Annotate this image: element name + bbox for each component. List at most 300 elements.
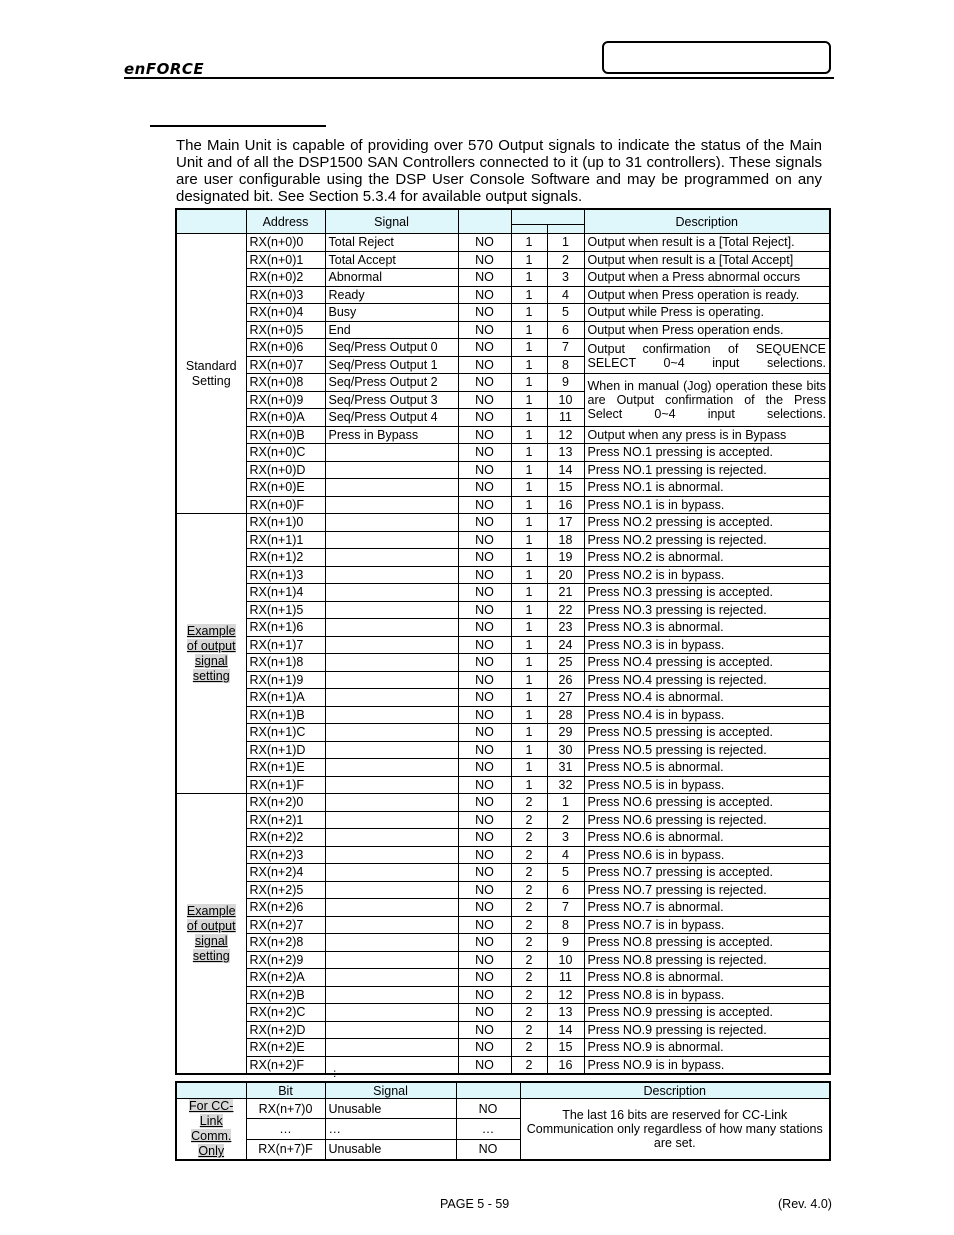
default-cell: NO (458, 1056, 511, 1074)
bit-cell: 20 (547, 566, 584, 584)
bit-cell: 1 (547, 794, 584, 812)
description-cell: Press NO.9 pressing is rejected. (584, 1021, 830, 1039)
description-cell: Output when Press operation is ready. (584, 286, 830, 304)
word-cell: 1 (511, 321, 547, 339)
word-cell: 2 (511, 1004, 547, 1022)
word-cell: 1 (511, 286, 547, 304)
address-cell: RX(n+2)3 (246, 846, 325, 864)
word-cell: 2 (511, 1021, 547, 1039)
default-cell: NO (458, 899, 511, 917)
group-label-text: Example of output signal setting (186, 623, 236, 683)
cc-header-default (456, 1082, 520, 1099)
bit-cell: 19 (547, 549, 584, 567)
description-cell: Press NO.5 is abnormal. (584, 759, 830, 777)
default-cell: NO (458, 846, 511, 864)
bit-cell: 32 (547, 776, 584, 794)
word-cell: 2 (511, 864, 547, 882)
address-cell: RX(n+0)0 (246, 234, 325, 252)
cc-header-description: Description (520, 1082, 830, 1099)
description-cell: Press NO.7 is abnormal. (584, 899, 830, 917)
description-cell: Press NO.6 is in bypass. (584, 846, 830, 864)
bit-cell: RX(n+7)F (246, 1139, 325, 1160)
table-row (176, 426, 830, 444)
table-row (176, 1099, 830, 1119)
bit-cell: 1 (547, 234, 584, 252)
bit-cell: 28 (547, 706, 584, 724)
bit-cell: 15 (547, 1039, 584, 1057)
address-cell: RX(n+2)1 (246, 811, 325, 829)
default-cell: NO (458, 374, 511, 392)
table-row (176, 951, 830, 969)
signal-cell (325, 444, 458, 462)
signal-cell (325, 881, 458, 899)
table-row (176, 846, 830, 864)
default-cell: NO (458, 636, 511, 654)
description-cell: Press NO.7 pressing is rejected. (584, 881, 830, 899)
signal-cell (325, 479, 458, 497)
word-cell: 1 (511, 776, 547, 794)
output-table-body (176, 234, 830, 1075)
header-title-box (602, 41, 831, 74)
word-cell: 1 (511, 759, 547, 777)
word-cell: 1 (511, 741, 547, 759)
bit-cell: 6 (547, 881, 584, 899)
table-row (176, 269, 830, 287)
address-cell: RX(n+1)7 (246, 636, 325, 654)
description-cell: Output when result is a [Total Reject]. (584, 234, 830, 252)
bit-cell: 16 (547, 496, 584, 514)
bit-cell: 13 (547, 1004, 584, 1022)
default-cell: NO (458, 286, 511, 304)
cc-description-cell: The last 16 bits are reserved for CC-Link Communication only regardless of how many stations are set. (520, 1099, 830, 1161)
description-cell: Press NO.5 pressing is accepted. (584, 724, 830, 742)
address-cell: RX(n+0)2 (246, 269, 325, 287)
revision: (Rev. 4.0) (778, 1197, 832, 1211)
signal-cell (325, 1039, 458, 1057)
table-row (176, 339, 830, 357)
default-cell: NO (458, 759, 511, 777)
word-cell: 1 (511, 724, 547, 742)
word-cell: 1 (511, 479, 547, 497)
default-cell: NO (458, 566, 511, 584)
signal-cell: Ready (325, 286, 458, 304)
table-row (176, 479, 830, 497)
default-cell: NO (458, 934, 511, 952)
signal-cell (325, 759, 458, 777)
table-row (176, 671, 830, 689)
bit-cell: 21 (547, 584, 584, 602)
bit-cell: 27 (547, 689, 584, 707)
description-cell: Press NO.3 pressing is accepted. (584, 584, 830, 602)
address-cell: RX(n+1)0 (246, 514, 325, 532)
description-cell: Press NO.3 pressing is rejected. (584, 601, 830, 619)
bit-cell: 9 (547, 934, 584, 952)
default-cell: NO (458, 531, 511, 549)
address-cell: RX(n+2)D (246, 1021, 325, 1039)
table-row (176, 514, 830, 532)
bit-cell: 29 (547, 724, 584, 742)
header-address: Address (246, 209, 325, 234)
address-cell: RX(n+0)C (246, 444, 325, 462)
table-row (176, 234, 830, 252)
word-cell: 2 (511, 986, 547, 1004)
default-cell: NO (458, 461, 511, 479)
bit-cell: 23 (547, 619, 584, 637)
header-bit (547, 225, 584, 234)
table-row (176, 654, 830, 672)
word-cell: 1 (511, 374, 547, 392)
description-cell: Press NO.9 is abnormal. (584, 1039, 830, 1057)
output-signals-table (175, 208, 831, 1075)
signal-cell: Unusable (325, 1139, 456, 1160)
word-cell: 1 (511, 234, 547, 252)
description-cell: Press NO.8 pressing is accepted. (584, 934, 830, 952)
table-row (176, 584, 830, 602)
table-row (176, 1004, 830, 1022)
table-row (176, 444, 830, 462)
description-cell: Press NO.1 is abnormal. (584, 479, 830, 497)
description-cell: Press NO.1 pressing is rejected. (584, 461, 830, 479)
word-cell: 1 (511, 304, 547, 322)
signal-cell (325, 601, 458, 619)
table-row (176, 636, 830, 654)
address-cell: RX(n+1)3 (246, 566, 325, 584)
description-cell: Output when result is a [Total Accept] (584, 251, 830, 269)
signal-cell: Total Accept (325, 251, 458, 269)
default-cell: NO (458, 654, 511, 672)
table-row (176, 986, 830, 1004)
signal-cell (325, 584, 458, 602)
description-cell: Press NO.2 is in bypass. (584, 566, 830, 584)
cc-link-table-header (176, 1082, 830, 1099)
address-cell: RX(n+0)E (246, 479, 325, 497)
header-rule (124, 77, 834, 79)
table-row (176, 496, 830, 514)
word-cell: 1 (511, 619, 547, 637)
word-cell: 1 (511, 426, 547, 444)
bit-cell: 24 (547, 636, 584, 654)
table-row (176, 286, 830, 304)
signal-cell (325, 514, 458, 532)
section-heading-underline (150, 125, 326, 127)
header-word-bit (511, 209, 584, 225)
bit-cell: 11 (547, 969, 584, 987)
default-cell: NO (456, 1139, 520, 1160)
default-cell: NO (458, 916, 511, 934)
signal-cell: Total Reject (325, 234, 458, 252)
signal-cell (325, 531, 458, 549)
description-cell: Press NO.2 pressing is rejected. (584, 531, 830, 549)
address-cell: RX(n+1)B (246, 706, 325, 724)
table-row (176, 689, 830, 707)
address-cell: RX(n+0)F (246, 496, 325, 514)
signal-cell: Seq/Press Output 3 (325, 391, 458, 409)
signal-cell (325, 916, 458, 934)
signal-cell: Unusable (325, 1099, 456, 1119)
bit-cell: 17 (547, 514, 584, 532)
word-cell: 2 (511, 794, 547, 812)
signal-cell (325, 899, 458, 917)
bit-cell: 7 (547, 339, 584, 357)
word-cell: 1 (511, 514, 547, 532)
address-cell: RX(n+1)1 (246, 531, 325, 549)
table-row (176, 304, 830, 322)
signal-cell: Abnormal (325, 269, 458, 287)
description-cell: Output confirmation of SEQUENCE SELECT 0~4 input selections. (584, 339, 830, 374)
cc-group-label (176, 1099, 246, 1161)
default-cell: NO (458, 251, 511, 269)
signal-cell (325, 619, 458, 637)
cc-link-table (175, 1081, 831, 1161)
default-cell: NO (458, 689, 511, 707)
description-cell: Output when Press operation ends. (584, 321, 830, 339)
table-row (176, 251, 830, 269)
address-cell: RX(n+2)0 (246, 794, 325, 812)
default-cell: NO (458, 304, 511, 322)
table-row (176, 881, 830, 899)
signal-cell (325, 1004, 458, 1022)
signal-cell (325, 549, 458, 567)
word-cell: 2 (511, 934, 547, 952)
signal-cell (325, 986, 458, 1004)
word-cell: 2 (511, 951, 547, 969)
signal-cell (325, 671, 458, 689)
signal-cell: Seq/Press Output 2 (325, 374, 458, 392)
description-cell: Output while Press is operating. (584, 304, 830, 322)
word-cell: 1 (511, 339, 547, 357)
header-word (511, 225, 547, 234)
bit-cell: 7 (547, 899, 584, 917)
description-cell: Press NO.9 is in bypass. (584, 1056, 830, 1074)
signal-cell (325, 461, 458, 479)
default-cell: NO (458, 1004, 511, 1022)
enforce-logo: enFORCE (124, 60, 205, 78)
default-cell: NO (458, 409, 511, 427)
description-cell: Press NO.2 pressing is accepted. (584, 514, 830, 532)
table-row (176, 776, 830, 794)
bit-cell: RX(n+7)0 (246, 1099, 325, 1119)
default-cell: NO (458, 741, 511, 759)
intro-paragraph: The Main Unit is capable of providing over 570 Output signals to indicate the status of the Main Unit and of all the DSP1500 SAN Controllers connected to it (up to 31 controllers). These signals are user configurable using the DSP User Console Software and may be programmed on any designated bit. See Section 5.3.4 for available output signals. (176, 137, 822, 205)
table-row (176, 1021, 830, 1039)
word-cell: 2 (511, 881, 547, 899)
word-cell: 1 (511, 496, 547, 514)
bit-cell: … (246, 1119, 325, 1139)
header-signal: Signal (325, 209, 458, 234)
description-cell: Press NO.7 pressing is accepted. (584, 864, 830, 882)
default-cell: NO (458, 601, 511, 619)
description-cell: Press NO.5 is in bypass. (584, 776, 830, 794)
table-row (176, 1056, 830, 1074)
default-cell: NO (458, 269, 511, 287)
table-row (176, 461, 830, 479)
bit-cell: 31 (547, 759, 584, 777)
signal-cell (325, 654, 458, 672)
bit-cell: 13 (547, 444, 584, 462)
default-cell: NO (458, 706, 511, 724)
word-cell: 1 (511, 689, 547, 707)
bit-cell: 15 (547, 479, 584, 497)
bit-cell: 3 (547, 269, 584, 287)
description-cell: Press NO.6 pressing is rejected. (584, 811, 830, 829)
table-row (176, 531, 830, 549)
address-cell: RX(n+1)8 (246, 654, 325, 672)
table-row (176, 741, 830, 759)
word-cell: 2 (511, 1056, 547, 1074)
address-cell: RX(n+0)9 (246, 391, 325, 409)
default-cell: NO (458, 829, 511, 847)
row-group-label (176, 794, 246, 1075)
address-cell: RX(n+0)A (246, 409, 325, 427)
word-cell: 1 (511, 601, 547, 619)
default-cell: NO (458, 1021, 511, 1039)
signal-cell: Press in Bypass (325, 426, 458, 444)
bit-cell: 8 (547, 356, 584, 374)
address-cell: RX(n+1)6 (246, 619, 325, 637)
signal-cell (325, 706, 458, 724)
address-cell: RX(n+1)F (246, 776, 325, 794)
bit-cell: 5 (547, 864, 584, 882)
description-cell: Press NO.5 pressing is rejected. (584, 741, 830, 759)
address-cell: RX(n+0)D (246, 461, 325, 479)
signal-cell: End (325, 321, 458, 339)
address-cell: RX(n+0)4 (246, 304, 325, 322)
bit-cell: 10 (547, 951, 584, 969)
signal-cell (325, 951, 458, 969)
signal-cell (325, 776, 458, 794)
word-cell: 1 (511, 251, 547, 269)
table-note: : (333, 1066, 337, 1080)
word-cell: 2 (511, 1039, 547, 1057)
address-cell: RX(n+2)B (246, 986, 325, 1004)
word-cell: 1 (511, 409, 547, 427)
default-cell: NO (458, 881, 511, 899)
group-label-text: Example of output signal setting (186, 903, 236, 963)
word-cell: 2 (511, 829, 547, 847)
table-row (176, 899, 830, 917)
default-cell: NO (458, 339, 511, 357)
word-cell: 2 (511, 846, 547, 864)
address-cell: RX(n+2)E (246, 1039, 325, 1057)
bit-cell: 4 (547, 846, 584, 864)
signal-cell (325, 496, 458, 514)
address-cell: RX(n+1)D (246, 741, 325, 759)
signal-cell: … (325, 1119, 456, 1139)
address-cell: RX(n+2)6 (246, 899, 325, 917)
row-group-label (176, 514, 246, 794)
table-row (176, 619, 830, 637)
bit-cell: 8 (547, 916, 584, 934)
signal-cell (325, 846, 458, 864)
table-row (176, 706, 830, 724)
bit-cell: 6 (547, 321, 584, 339)
word-cell: 1 (511, 444, 547, 462)
word-cell: 1 (511, 269, 547, 287)
bit-cell: 26 (547, 671, 584, 689)
address-cell: RX(n+1)4 (246, 584, 325, 602)
default-cell: NO (458, 391, 511, 409)
default-cell: NO (456, 1099, 520, 1119)
signal-cell (325, 566, 458, 584)
table-row (176, 321, 830, 339)
signal-cell (325, 864, 458, 882)
table-row (176, 969, 830, 987)
default-cell: NO (458, 584, 511, 602)
table-row (176, 811, 830, 829)
cc-link-table-body (176, 1099, 830, 1161)
default-cell: NO (458, 234, 511, 252)
word-cell: 1 (511, 531, 547, 549)
bit-cell: 11 (547, 409, 584, 427)
default-cell: NO (458, 426, 511, 444)
description-cell: Press NO.3 is in bypass. (584, 636, 830, 654)
description-cell: Press NO.4 pressing is accepted. (584, 654, 830, 672)
default-cell: NO (458, 864, 511, 882)
word-cell: 2 (511, 916, 547, 934)
bit-cell: 4 (547, 286, 584, 304)
header-description: Description (584, 209, 830, 234)
address-cell: RX(n+1)C (246, 724, 325, 742)
address-cell: RX(n+2)A (246, 969, 325, 987)
description-cell: Press NO.4 is abnormal. (584, 689, 830, 707)
default-cell: NO (458, 321, 511, 339)
default-cell: NO (458, 986, 511, 1004)
default-cell: NO (458, 444, 511, 462)
address-cell: RX(n+2)F (246, 1056, 325, 1074)
signal-cell: Seq/Press Output 4 (325, 409, 458, 427)
bit-cell: 12 (547, 426, 584, 444)
address-cell: RX(n+1)2 (246, 549, 325, 567)
address-cell: RX(n+1)E (246, 759, 325, 777)
bit-cell: 12 (547, 986, 584, 1004)
bit-cell: 22 (547, 601, 584, 619)
description-cell: Press NO.6 is abnormal. (584, 829, 830, 847)
description-cell: Press NO.9 pressing is accepted. (584, 1004, 830, 1022)
default-cell: NO (458, 619, 511, 637)
default-cell: NO (458, 776, 511, 794)
address-cell: RX(n+2)C (246, 1004, 325, 1022)
description-cell: Press NO.1 is in bypass. (584, 496, 830, 514)
word-cell: 1 (511, 654, 547, 672)
table-row (176, 916, 830, 934)
group-label-text: Standard Setting (185, 358, 237, 388)
address-cell: RX(n+2)2 (246, 829, 325, 847)
default-cell: NO (458, 479, 511, 497)
description-cell: Press NO.8 is abnormal. (584, 969, 830, 987)
default-cell: NO (458, 951, 511, 969)
signal-cell: Seq/Press Output 0 (325, 339, 458, 357)
description-cell: Press NO.7 is in bypass. (584, 916, 830, 934)
description-cell: Press NO.2 is abnormal. (584, 549, 830, 567)
output-table-header (176, 209, 830, 234)
header-default (458, 209, 511, 234)
signal-cell (325, 1056, 458, 1074)
word-cell: 1 (511, 566, 547, 584)
table-row (176, 724, 830, 742)
word-cell: 1 (511, 706, 547, 724)
address-cell: RX(n+0)6 (246, 339, 325, 357)
cc-header-group (176, 1082, 246, 1099)
address-cell: RX(n+0)B (246, 426, 325, 444)
default-cell: NO (458, 969, 511, 987)
default-cell: NO (458, 671, 511, 689)
address-cell: RX(n+1)A (246, 689, 325, 707)
default-cell: … (456, 1119, 520, 1139)
description-cell: Press NO.8 is in bypass. (584, 986, 830, 1004)
signal-cell (325, 724, 458, 742)
table-row (176, 759, 830, 777)
description-cell: Press NO.1 pressing is accepted. (584, 444, 830, 462)
